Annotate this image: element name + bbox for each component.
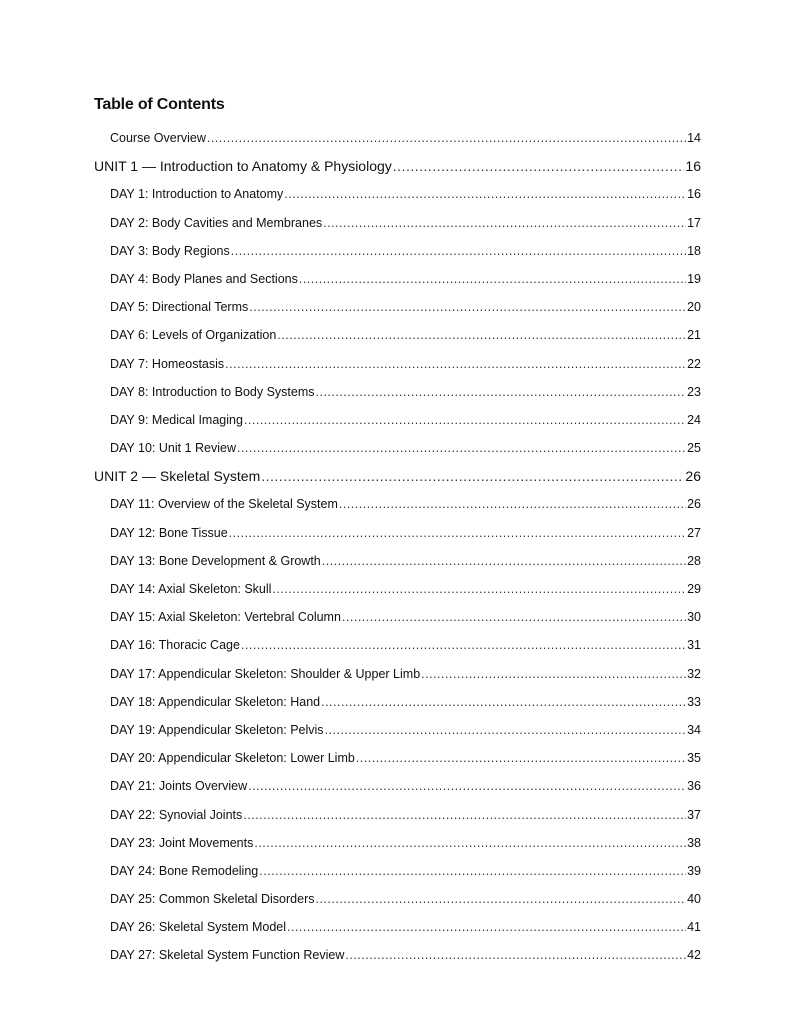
toc-entry-label: DAY 5: Directional Terms xyxy=(110,300,249,315)
toc-entry-page-number: 32 xyxy=(687,666,701,681)
toc-entry[interactable] xyxy=(110,321,701,349)
toc-entry-page-number: 35 xyxy=(687,751,701,766)
dot-leader xyxy=(225,350,686,378)
toc-entry-label: DAY 19: Appendicular Skeleton: Pelvis xyxy=(110,722,324,737)
dot-leader xyxy=(277,321,686,349)
toc-entry-label: DAY 2: Body Cavities and Membranes xyxy=(110,215,323,230)
toc-entry-label: UNIT 1 — Introduction to Anatomy & Physiology xyxy=(94,158,392,175)
toc-entry-label: DAY 16: Thoracic Cage xyxy=(110,638,240,653)
toc-entry[interactable] xyxy=(110,519,701,547)
toc-entry-label: DAY 23: Joint Movements xyxy=(110,835,254,850)
dot-leader xyxy=(248,772,686,800)
toc-entry[interactable] xyxy=(110,180,701,208)
toc-entry-label: DAY 4: Body Planes and Sections xyxy=(110,271,298,286)
toc-entry-label: DAY 17: Appendicular Skeleton: Shoulder & Upper Limb xyxy=(110,666,421,681)
toc-entry-label: DAY 10: Unit 1 Review xyxy=(110,441,236,456)
toc-entry-page-number: 38 xyxy=(687,835,701,850)
dot-leader xyxy=(244,406,686,434)
toc-entry[interactable] xyxy=(110,406,701,434)
dot-leader xyxy=(299,265,686,293)
toc-entry[interactable] xyxy=(110,434,701,462)
toc-entry[interactable] xyxy=(110,265,701,293)
toc-entry-page-number: 19 xyxy=(687,271,701,286)
toc-entry[interactable] xyxy=(110,660,701,688)
dot-leader xyxy=(356,744,686,772)
toc-entry-label: DAY 25: Common Skeletal Disorders xyxy=(110,892,315,907)
toc-entry-page-number: 16 xyxy=(685,158,701,175)
toc-entry-page-number: 42 xyxy=(687,948,701,963)
toc-entry-label: DAY 14: Axial Skeleton: Skull xyxy=(110,582,272,596)
toc-entry[interactable] xyxy=(110,547,701,575)
toc-entry-label: DAY 7: Homeostasis xyxy=(110,356,225,371)
toc-entry-page-number: 22 xyxy=(687,356,701,371)
dot-leader xyxy=(207,124,686,152)
toc-entry[interactable] xyxy=(110,857,701,885)
toc-entry[interactable] xyxy=(110,716,701,744)
dot-leader xyxy=(272,575,686,603)
toc-entry-label: DAY 24: Bone Remodeling xyxy=(110,863,259,878)
toc-entry[interactable] xyxy=(110,885,701,913)
dot-leader xyxy=(315,885,686,913)
toc-entry-page-number: 27 xyxy=(687,525,701,540)
dot-leader xyxy=(322,547,686,575)
toc-entry-page-number: 17 xyxy=(687,215,701,230)
dot-leader xyxy=(345,941,686,969)
toc-entry-page-number: 37 xyxy=(687,807,701,822)
toc-entry-page-number: 23 xyxy=(687,384,701,399)
toc-unit-entry[interactable] xyxy=(94,462,701,490)
toc-entry[interactable] xyxy=(110,575,701,603)
dot-leader xyxy=(421,660,686,688)
toc-entry-label: DAY 8: Introduction to Body Systems xyxy=(110,384,315,399)
toc-entry[interactable] xyxy=(110,744,701,772)
toc-entry-page-number: 26 xyxy=(687,497,701,512)
dot-leader xyxy=(254,829,686,857)
toc-entry-label: DAY 6: Levels of Organization xyxy=(110,328,277,343)
toc-entry[interactable] xyxy=(110,490,701,518)
toc-entry-page-number: 41 xyxy=(687,920,701,935)
dot-leader xyxy=(241,631,686,659)
toc-entry[interactable] xyxy=(110,913,701,941)
toc-entry[interactable] xyxy=(110,603,701,631)
toc-entry-page-number: 34 xyxy=(687,722,701,737)
toc-entry[interactable] xyxy=(110,124,701,152)
dot-leader xyxy=(287,913,686,941)
dot-leader xyxy=(323,209,686,237)
toc-entry-label: DAY 20: Appendicular Skeleton: Lower Limb xyxy=(110,751,355,766)
dot-leader xyxy=(259,857,686,885)
toc-entry-label: DAY 15: Axial Skeleton: Vertebral Column xyxy=(110,610,341,625)
dot-leader xyxy=(249,293,686,321)
toc-entry-label: DAY 9: Medical Imaging xyxy=(110,412,243,427)
toc-entry-label: DAY 3: Body Regions xyxy=(110,243,230,258)
dot-leader xyxy=(229,519,686,547)
toc-entry[interactable] xyxy=(110,688,701,716)
toc-entry-page-number: 25 xyxy=(687,441,701,456)
dot-leader xyxy=(342,603,686,631)
toc-entry-page-number: 28 xyxy=(687,553,701,568)
toc-entry-page-number: 30 xyxy=(687,610,701,625)
toc-entry[interactable] xyxy=(110,350,701,378)
dot-leader xyxy=(316,378,687,406)
toc-entry-label: DAY 13: Bone Development & Growth xyxy=(110,553,321,568)
toc-entry-page-number: 33 xyxy=(687,694,701,709)
toc-entry-label: DAY 18: Appendicular Skeleton: Hand xyxy=(110,694,321,709)
dot-leader xyxy=(237,434,686,462)
dot-leader xyxy=(393,152,685,180)
dot-leader xyxy=(325,716,687,744)
toc-entry-page-number: 16 xyxy=(687,187,701,202)
toc-entry-page-number: 21 xyxy=(687,328,701,343)
toc-entry-page-number: 39 xyxy=(687,863,701,878)
toc-entry-page-number: 18 xyxy=(687,243,701,258)
toc-entry[interactable] xyxy=(110,378,701,406)
toc-entry-label: DAY 27: Skeletal System Function Review xyxy=(110,948,345,963)
toc-entry[interactable] xyxy=(110,772,701,800)
toc-entry-page-number: 36 xyxy=(687,779,701,794)
dot-leader xyxy=(284,180,686,208)
toc-list xyxy=(0,124,794,970)
dot-leader xyxy=(261,462,684,490)
toc-entry[interactable] xyxy=(110,293,701,321)
toc-entry-page-number: 24 xyxy=(687,412,701,427)
toc-entry-label: DAY 21: Joints Overview xyxy=(110,779,248,794)
toc-entry[interactable] xyxy=(110,941,701,969)
dot-leader xyxy=(339,490,686,518)
toc-unit-entry[interactable] xyxy=(94,152,701,180)
toc-entry-label: Course Overview xyxy=(110,131,206,145)
toc-entry-label: DAY 26: Skeletal System Model xyxy=(110,920,287,935)
toc-entry-label: UNIT 2 — Skeletal System xyxy=(94,468,261,485)
toc-entry-label: DAY 11: Overview of the Skeletal System xyxy=(110,497,338,512)
toc-entry[interactable] xyxy=(110,237,701,265)
toc-entry-label: DAY 22: Synovial Joints xyxy=(110,807,243,822)
dot-leader xyxy=(321,688,686,716)
dot-leader xyxy=(243,801,686,829)
toc-entry[interactable] xyxy=(110,829,701,857)
toc-entry[interactable] xyxy=(110,801,701,829)
toc-entry-page-number: 26 xyxy=(685,468,701,485)
toc-entry[interactable] xyxy=(110,209,701,237)
toc-entry-label: DAY 1: Introduction to Anatomy xyxy=(110,187,284,202)
toc-entry[interactable] xyxy=(110,631,701,659)
toc-entry-label: DAY 12: Bone Tissue xyxy=(110,525,228,540)
toc-entry-page-number: 31 xyxy=(687,638,701,653)
toc-title: Table of Contents xyxy=(94,96,225,113)
toc-entry-page-number: 20 xyxy=(687,300,701,315)
dot-leader xyxy=(231,237,686,265)
toc-entry-page-number: 40 xyxy=(687,892,701,907)
toc-entry-page-number: 14 xyxy=(687,131,701,145)
toc-entry-page-number: 29 xyxy=(687,582,701,596)
